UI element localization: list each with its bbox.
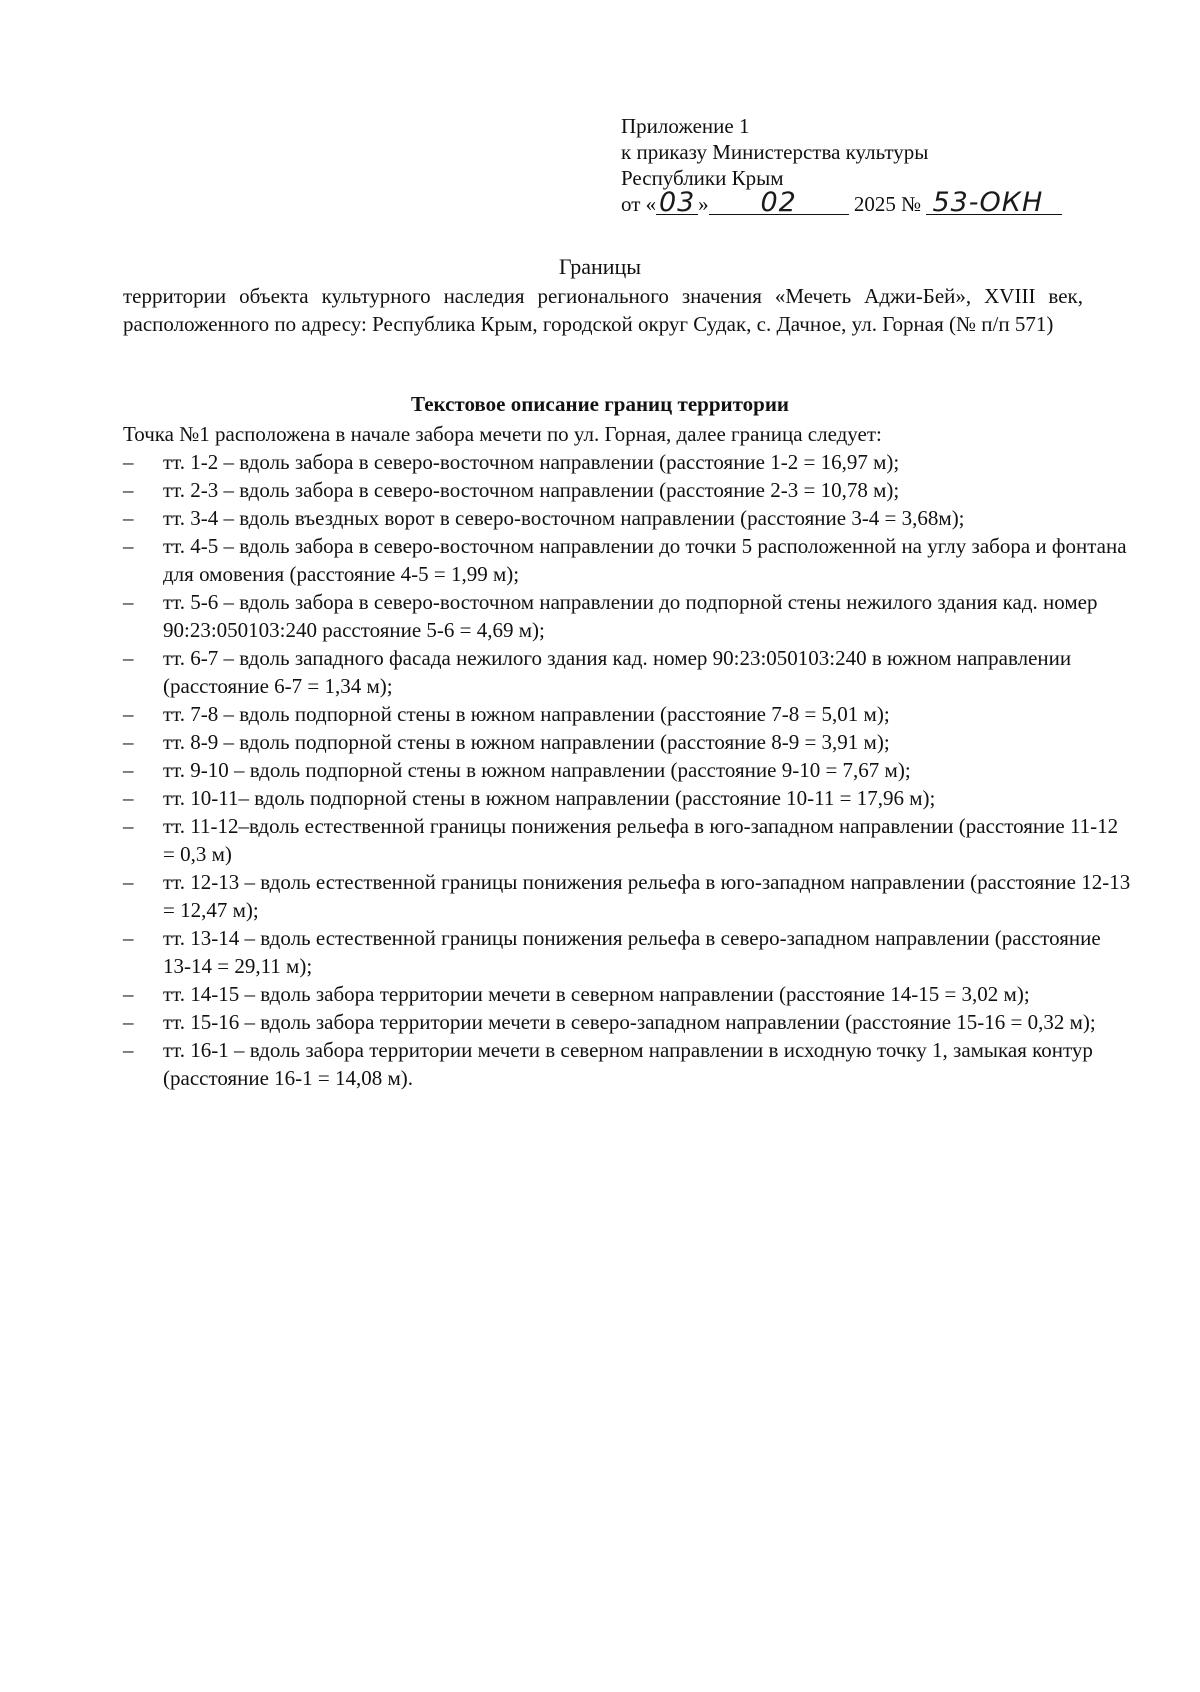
bullet-dash: – xyxy=(123,534,134,558)
segment-text: тт. 10-11– вдоль подпорной стены в южном направлении (расстояние 10-11 = 17,96 м); xyxy=(163,786,936,810)
list-item xyxy=(123,784,1133,812)
segment-text: тт. 15-16 – вдоль забора территории мечети в северо-западном направлении (расстояние 15-16 = 0,32 м); xyxy=(163,1010,1096,1034)
segment-text: тт. 11-12–вдоль естественной границы понижения рельефа в юго-западном направлении (расстояние 11-12 = 0,3 м) xyxy=(163,814,1119,866)
list-item xyxy=(123,1036,1133,1092)
list-item xyxy=(123,756,1133,784)
list-item xyxy=(123,588,1133,644)
list-item xyxy=(123,448,1133,476)
bullet-dash: – xyxy=(123,870,134,894)
segment-text: тт. 2-3 – вдоль забора в северо-восточном направлении (расстояние 2-3 = 10,78 м); xyxy=(163,478,900,502)
order-number: 53-ОКН xyxy=(926,192,1062,215)
list-item xyxy=(123,644,1133,700)
segment-text: тт. 16-1 – вдоль забора территории мечети в северном направлении в исходную точку 1, замыкая контур (расстояние 16-1 = 14,08 м). xyxy=(163,1038,1093,1090)
list-item xyxy=(123,1008,1133,1036)
segment-text: тт. 14-15 – вдоль забора территории мечети в северном направлении (расстояние 14-15 = 3,02 м); xyxy=(163,982,1030,1006)
segment-text: тт. 8-9 – вдоль подпорной стены в южном направлении (расстояние 8-9 = 3,91 м); xyxy=(163,730,890,754)
bullet-dash: – xyxy=(123,786,134,810)
annex-order-line: к приказу Министерства культуры xyxy=(621,140,929,164)
segment-text: тт. 5-6 – вдоль забора в северо-восточном направлении до подпорной стены нежилого здания кад. номер 90:23:050103:240 расстояние 5-6 = 4,69 м); xyxy=(163,590,1098,642)
annex-header xyxy=(621,113,1062,217)
list-item xyxy=(123,868,1133,924)
section-heading: Текстовое описание границ территории xyxy=(410,392,790,416)
bullet-dash: – xyxy=(123,926,134,950)
list-item xyxy=(123,980,1133,1008)
year-label: 2025 № xyxy=(853,192,922,216)
document-title: Границы xyxy=(558,254,642,279)
bullet-dash: – xyxy=(123,1038,134,1062)
segment-text: тт. 7-8 – вдоль подпорной стены в южном направлении (расстояние 7-8 = 5,01 м); xyxy=(163,702,890,726)
bullet-dash: – xyxy=(123,478,134,502)
annex-ministry-line: Республики Крым xyxy=(621,166,784,190)
bullet-dash: – xyxy=(123,450,134,474)
bullet-dash: – xyxy=(123,758,134,782)
list-item xyxy=(123,700,1133,728)
segment-text: тт. 3-4 – вдоль въездных ворот в северо-восточном направлении (расстояние 3-4 = 3,68м); xyxy=(163,506,965,530)
bullet-dash: – xyxy=(123,702,134,726)
list-item xyxy=(123,476,1133,504)
list-item xyxy=(123,532,1133,588)
annex-title: Приложение 1 xyxy=(621,114,750,138)
segment-text: тт. 12-13 – вдоль естественной границы понижения рельефа в юго-западном направлении (расстояние 12-13 = 12,47 м); xyxy=(163,870,1131,922)
date-mid: » xyxy=(698,192,709,216)
bullet-dash: – xyxy=(123,982,134,1006)
list-item xyxy=(123,728,1133,756)
bullet-dash: – xyxy=(123,814,134,838)
segment-text: тт. 13-14 – вдоль естественной границы понижения рельефа в северо-западном направлении (расстояние 13-14 = 29,11 м); xyxy=(163,926,1101,978)
segment-text: тт. 9-10 – вдоль подпорной стены в южном направлении (расстояние 9-10 = 7,67 м); xyxy=(163,758,911,782)
intro-paragraph: Точка №1 расположена в начале забора мечети по ул. Горная, далее граница следует: xyxy=(123,422,882,446)
bullet-dash: – xyxy=(123,506,134,530)
object-description: территории объекта культурного наследия регионального значения «Мечеть Аджи-Бей», XVIII век, расположенного по адресу: Республика Крым, городской округ Судак, с. Дачное, ул. Горная (№ п/п 571) xyxy=(123,284,1083,336)
date-day: 03 xyxy=(656,192,698,215)
segment-text: тт. 6-7 – вдоль западного фасада нежилого здания кад. номер 90:23:050103:240 в южном направлении (расстояние 6-7 = 1,34 м); xyxy=(163,646,1072,698)
annex-date-line xyxy=(621,187,1062,218)
segment-text: тт. 1-2 – вдоль забора в северо-восточном направлении (расстояние 1-2 = 16,97 м); xyxy=(163,450,900,474)
list-item xyxy=(123,812,1133,868)
list-item xyxy=(123,924,1133,980)
segment-text: тт. 4-5 – вдоль забора в северо-восточном направлении до точки 5 расположенной на углу забора и фонтана для омовения (расстояние 4-5 = 1,99 м); xyxy=(163,534,1127,586)
bullet-dash: – xyxy=(123,646,134,670)
date-month: 02 xyxy=(709,192,849,215)
bullet-dash: – xyxy=(123,590,134,614)
bullet-dash: – xyxy=(123,1010,134,1034)
bullet-dash: – xyxy=(123,730,134,754)
date-prefix: от « xyxy=(621,192,657,216)
boundary-segments-list xyxy=(123,448,1133,1092)
list-item xyxy=(123,504,1133,532)
